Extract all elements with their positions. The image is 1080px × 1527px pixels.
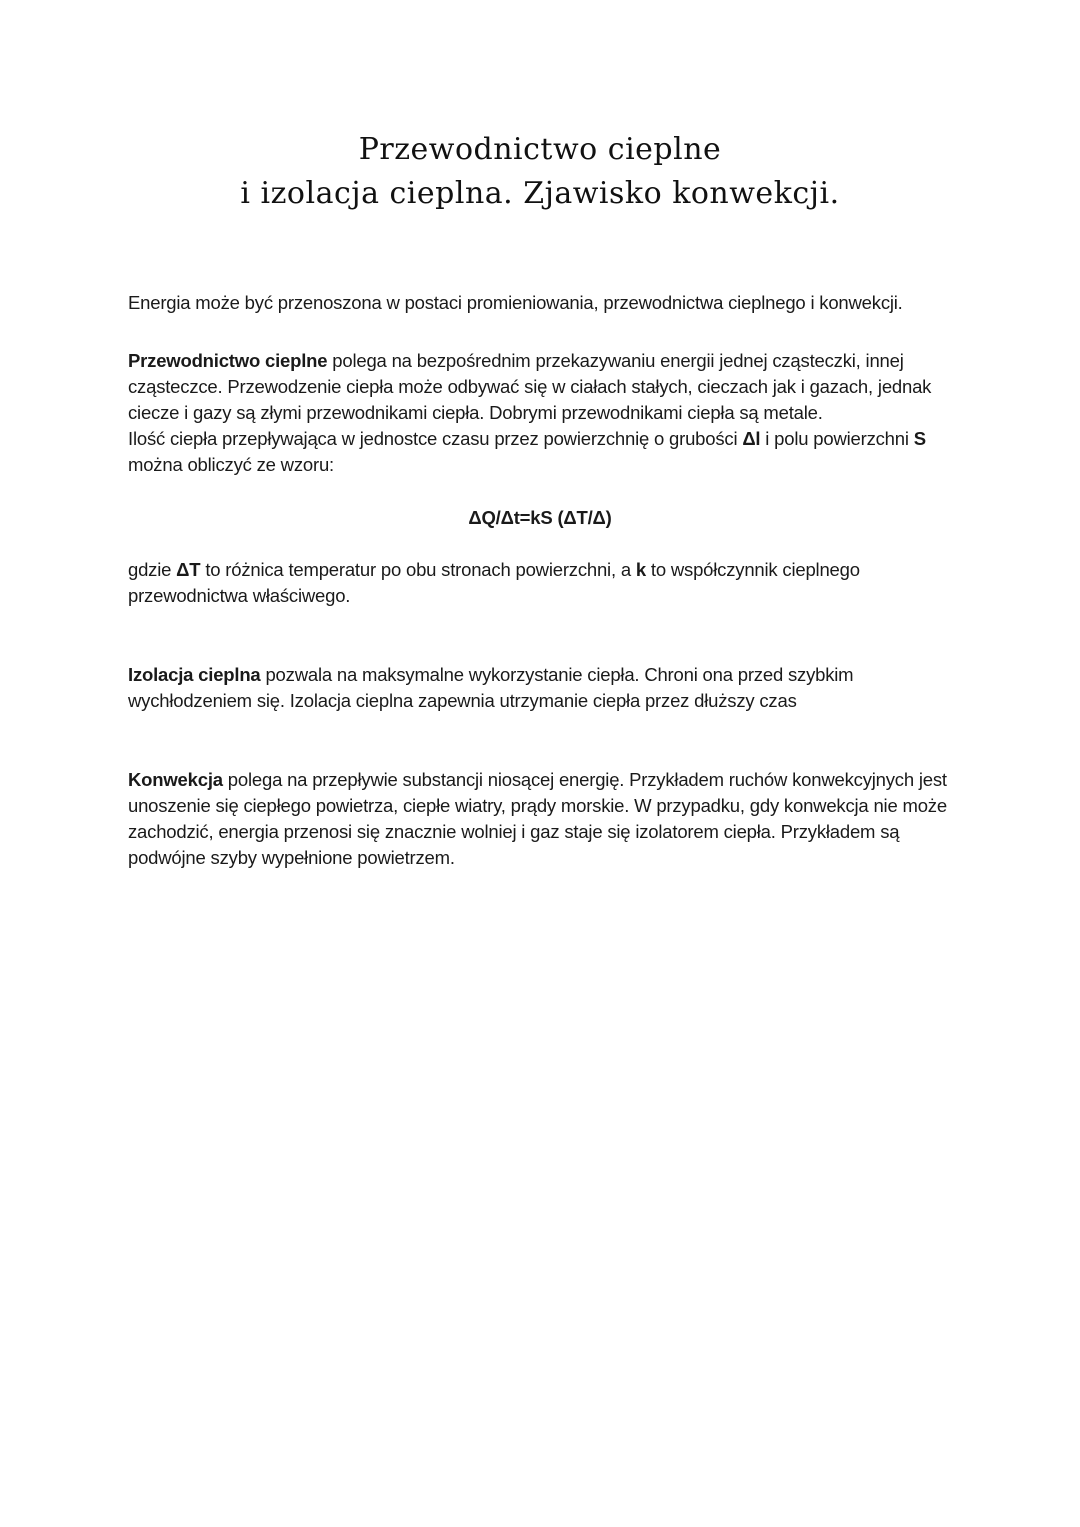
paragraph-insulation <box>128 662 952 714</box>
insulation-text: pozwala na maksymalne wykorzystanie ciepła. Chroni ona przed szybkim wychłodzeniem się. Izolacja cieplna zapewnia utrzymanie ciepła przez dłuższy czas <box>128 664 854 711</box>
paragraph-intro <box>128 290 952 316</box>
title-line-1: Przewodnictwo cieplne <box>358 132 722 167</box>
convection-text: polega na przepływie substancji niosącej energię. Przykładem ruchów konwekcyjnych jest unoszenie się ciepłego powietrza, ciepłe wiatry, prądy morskie. W przypadku, gdy konwekcja nie może zachodzić, energia przenosi się znacznie wolniej i gaz staje się izolatorem ciepła. Przykładem są podwójne szyby wypełnione powietrzem. <box>128 769 947 868</box>
legend-text-2: to różnica temperatur po obu stronach powierzchni, a <box>200 559 636 580</box>
term-convection: Konwekcja <box>128 769 223 790</box>
legend-text-3: to współczynnik cieplnego przewodnictwa właściwego. <box>128 559 860 606</box>
symbol-delta-l: Δl <box>742 428 761 449</box>
intro-text: Energia może być przenoszona w postaci promieniowania, przewodnictwa cieplnego i konwekcji. <box>128 292 903 313</box>
document-title <box>128 128 952 216</box>
symbol-k: k <box>635 559 646 580</box>
title-line-2: i izolacja cieplna. Zjawisko konwekcji. <box>240 176 840 211</box>
symbol-delta-t: ΔT <box>176 559 201 580</box>
conduction-flow-text-1: Ilość ciepła przepływająca w jednostce czasu przez powierzchnię o grubości <box>128 428 743 449</box>
heat-flow-formula: ΔQ/Δt=kS (ΔT/Δ) <box>468 507 612 528</box>
paragraph-convection <box>128 767 952 871</box>
conduction-flow-text-3: można obliczyć ze wzoru: <box>128 454 334 475</box>
symbol-surface-s: S <box>913 428 926 449</box>
term-conduction: Przewodnictwo cieplne <box>128 350 328 371</box>
legend-text-1: gdzie <box>128 559 177 580</box>
paragraph-formula-legend <box>128 557 952 609</box>
conduction-body-text: polega na bezpośrednim przekazywaniu energii jednej cząsteczki, innej cząsteczce. Przewodzenie ciepła może odbywać się w ciałach stałych, cieczach jak i gazach, jednak ciecze i gazy są złymi przewodnikami ciepła. Dobrymi przewodnikami ciepła są metale. <box>128 350 932 423</box>
conduction-flow-text-2: i polu powierzchni <box>760 428 914 449</box>
paragraph-conduction <box>128 348 952 478</box>
term-insulation: Izolacja cieplna <box>128 664 261 685</box>
document-content <box>0 128 1080 871</box>
